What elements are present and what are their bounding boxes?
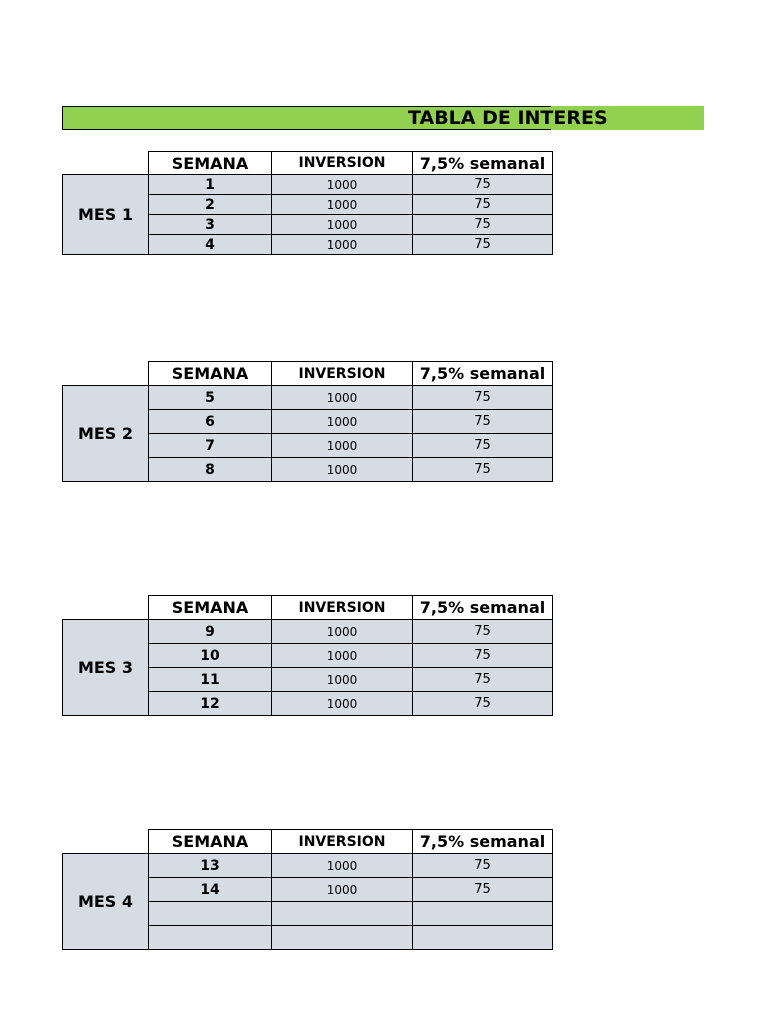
cell-interes[interactable]: 75 bbox=[413, 175, 553, 195]
cell-interes[interactable] bbox=[413, 902, 553, 926]
cell-inversion[interactable]: 1000 bbox=[272, 458, 413, 482]
month-table-4 bbox=[62, 829, 551, 911]
cell-interes[interactable]: 75 bbox=[413, 410, 553, 434]
cell-inversion[interactable]: 1000 bbox=[272, 668, 413, 692]
month-table-2 bbox=[62, 361, 551, 482]
cell-inversion[interactable]: 1000 bbox=[272, 692, 413, 716]
cell-inversion[interactable]: 1000 bbox=[272, 644, 413, 668]
cell-semana[interactable]: 5 bbox=[149, 386, 272, 410]
cell-semana[interactable] bbox=[149, 902, 272, 926]
cell-semana[interactable]: 12 bbox=[149, 692, 272, 716]
blank-cell bbox=[63, 830, 149, 854]
header-row bbox=[63, 152, 553, 175]
month-table-1 bbox=[62, 151, 551, 255]
cell-interes[interactable]: 75 bbox=[413, 620, 553, 644]
header-row bbox=[63, 362, 553, 386]
header-semana[interactable]: SEMANA bbox=[149, 362, 272, 386]
cell-semana[interactable]: 9 bbox=[149, 620, 272, 644]
cell-inversion[interactable]: 1000 bbox=[272, 386, 413, 410]
cell-inversion[interactable] bbox=[272, 926, 413, 950]
header-semana[interactable]: SEMANA bbox=[149, 596, 272, 620]
month-label[interactable]: MES 4 bbox=[63, 854, 149, 950]
month-label[interactable]: MES 1 bbox=[63, 175, 149, 255]
cell-interes[interactable]: 75 bbox=[413, 434, 553, 458]
cell-semana[interactable]: 3 bbox=[149, 215, 272, 235]
title-bar bbox=[62, 106, 704, 130]
cell-interes[interactable]: 75 bbox=[413, 458, 553, 482]
cell-inversion[interactable]: 1000 bbox=[272, 175, 413, 195]
table-row bbox=[63, 175, 553, 195]
cell-interes[interactable]: 75 bbox=[413, 878, 553, 902]
cell-semana[interactable]: 8 bbox=[149, 458, 272, 482]
cell-semana[interactable]: 10 bbox=[149, 644, 272, 668]
cell-interes[interactable]: 75 bbox=[413, 215, 553, 235]
cell-interes[interactable]: 75 bbox=[413, 195, 553, 215]
blank-cell bbox=[63, 152, 149, 175]
header-rate[interactable]: 7,5% semanal bbox=[413, 830, 553, 854]
table-row bbox=[63, 620, 553, 644]
cell-semana[interactable]: 4 bbox=[149, 235, 272, 255]
cell-interes[interactable]: 75 bbox=[413, 692, 553, 716]
header-row bbox=[63, 596, 553, 620]
header-semana[interactable]: SEMANA bbox=[149, 152, 272, 175]
table-row bbox=[63, 386, 553, 410]
month-label[interactable]: MES 3 bbox=[63, 620, 149, 716]
cell-interes[interactable]: 75 bbox=[413, 668, 553, 692]
header-row bbox=[63, 830, 553, 854]
cell-inversion[interactable]: 1000 bbox=[272, 235, 413, 255]
table-row bbox=[63, 854, 553, 878]
cell-semana[interactable]: 2 bbox=[149, 195, 272, 215]
header-inversion[interactable]: INVERSION bbox=[272, 362, 413, 386]
cell-interes[interactable] bbox=[413, 926, 553, 950]
title-border bbox=[62, 106, 551, 130]
interest-table bbox=[62, 361, 553, 482]
cell-inversion[interactable]: 1000 bbox=[272, 434, 413, 458]
blank-cell bbox=[63, 362, 149, 386]
cell-semana[interactable]: 1 bbox=[149, 175, 272, 195]
header-rate[interactable]: 7,5% semanal bbox=[413, 596, 553, 620]
month-label[interactable]: MES 2 bbox=[63, 386, 149, 482]
header-inversion[interactable]: INVERSION bbox=[272, 152, 413, 175]
cell-semana[interactable]: 11 bbox=[149, 668, 272, 692]
header-inversion[interactable]: INVERSION bbox=[272, 830, 413, 854]
cell-inversion[interactable]: 1000 bbox=[272, 215, 413, 235]
blank-cell bbox=[63, 596, 149, 620]
cell-interes[interactable]: 75 bbox=[413, 386, 553, 410]
header-rate[interactable]: 7,5% semanal bbox=[413, 152, 553, 175]
cell-inversion[interactable]: 1000 bbox=[272, 878, 413, 902]
cell-inversion[interactable]: 1000 bbox=[272, 410, 413, 434]
cell-semana[interactable]: 6 bbox=[149, 410, 272, 434]
cell-interes[interactable]: 75 bbox=[413, 644, 553, 668]
interest-table bbox=[62, 595, 553, 716]
page-title: TABLA DE INTERES bbox=[408, 107, 608, 129]
interest-table bbox=[62, 829, 553, 950]
cell-interes[interactable]: 75 bbox=[413, 854, 553, 878]
header-semana[interactable]: SEMANA bbox=[149, 830, 272, 854]
cell-semana[interactable]: 14 bbox=[149, 878, 272, 902]
cell-inversion[interactable]: 1000 bbox=[272, 195, 413, 215]
cell-semana[interactable]: 13 bbox=[149, 854, 272, 878]
cell-semana[interactable] bbox=[149, 926, 272, 950]
interest-table bbox=[62, 151, 553, 255]
cell-inversion[interactable]: 1000 bbox=[272, 854, 413, 878]
header-inversion[interactable]: INVERSION bbox=[272, 596, 413, 620]
month-table-3 bbox=[62, 595, 551, 716]
header-rate[interactable]: 7,5% semanal bbox=[413, 362, 553, 386]
cell-semana[interactable]: 7 bbox=[149, 434, 272, 458]
cell-inversion[interactable] bbox=[272, 902, 413, 926]
cell-interes[interactable]: 75 bbox=[413, 235, 553, 255]
cell-inversion[interactable]: 1000 bbox=[272, 620, 413, 644]
